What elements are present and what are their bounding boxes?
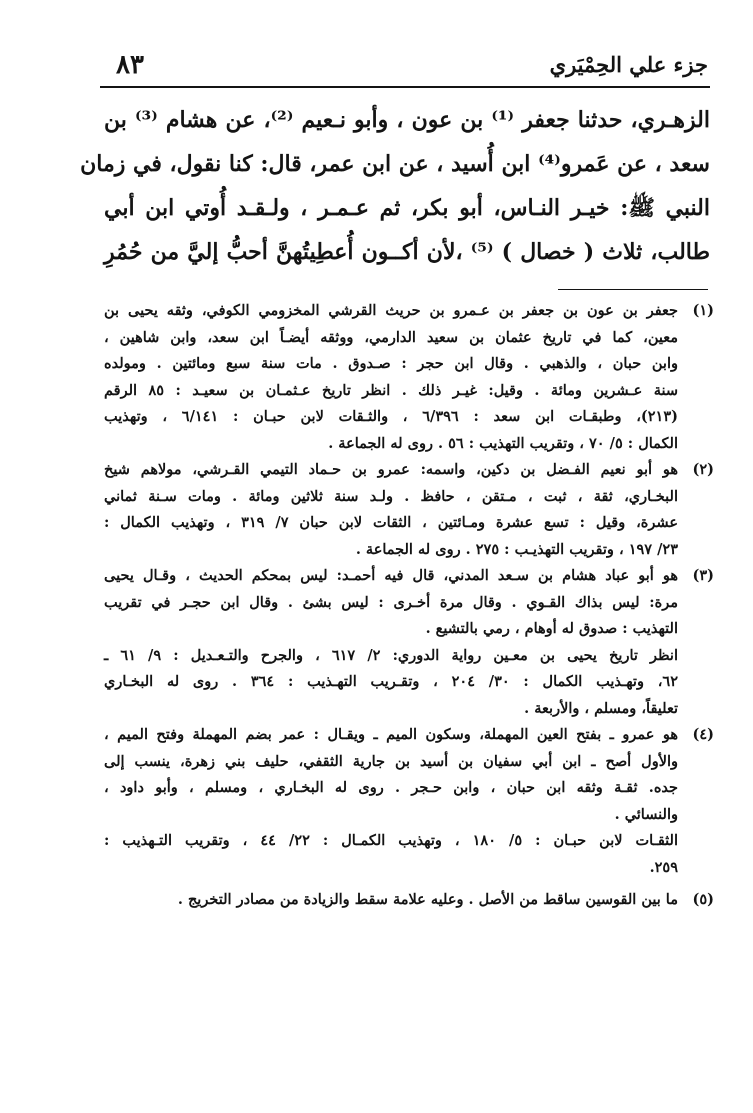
main-text-line: طالب، ثلاث ( خصال ) ⁽⁵⁾ ،لأن أكــون أُعطِيتُهنَّ أحبُّ إليَّ من حُمُرِ xyxy=(104,239,710,265)
footnote-5 xyxy=(104,887,714,914)
footnote-4-references xyxy=(104,828,714,881)
footnote-line: والنسائي . xyxy=(614,805,678,823)
footnote-line: البخـاري، ثقة ، ثبت ، مـتقن ، حافظ . ولـد سنة ثلاثين ومائة . ومات سـنة ثماني xyxy=(104,487,678,505)
book-title: جزء علي الحِمْيَري xyxy=(549,52,708,77)
footnote-line: هو أبو عباد هشام بن سـعد المدني، قال فيه أحمـد: ليس بمحكم الحديث ، وقـال يحيى xyxy=(104,567,678,584)
page-header xyxy=(100,48,708,88)
footnote-line: الثقـات لابن حبـان : ٥/ ١٨٠ ، وتهذيب الكمـال : ٢٢/ ٤٤ ، وتقريب التـهذيب : xyxy=(104,832,678,849)
footnote-line: ٦٢، وتهـذيب الكمال : ٣٠/ ٢٠٤ ، وتقـريب التهـذيب : ٣٦٤ . روى له البخـاري xyxy=(104,673,678,690)
footnote-line: وابن حبان ، والذهبي . وقال ابن حجر : صـدوق . مات سنة سبع ومائتين . ومولده xyxy=(104,355,678,372)
footnote-number: (٤) xyxy=(692,726,714,743)
header-rule xyxy=(100,86,710,88)
footnote-line: ما بين القوسين ساقط من الأصل . وعليه علامة سقط والزيادة من مصادر التخريج . xyxy=(177,891,678,908)
footnote-line: هو أبو نعيم الفـضل بن دكين، واسمه: عمرو بن حـماد التيمي القـرشي، مولاهم شيخ xyxy=(104,461,678,478)
main-text-line: الزهـري، حدثنا جعفر ⁽¹⁾ بن عون ، وأبو نـعيم ⁽²⁾، عن هشام ⁽³⁾ بن xyxy=(104,107,710,133)
footnote-line: انظر تاريخ يحيى بن معـين رواية الدوري: ٢/ ٦١٧ ، والجرح والتـعـديل : ٩/ ٦١ ـ xyxy=(104,646,678,664)
footnote-line: معين، كما في تاريخ عثمان بن سعيد الدارمي، ووثقه أيضـاً ابن سعد، وابن شاهين ، xyxy=(104,328,678,346)
footnote-1 xyxy=(104,298,714,457)
footnote-number: (١) xyxy=(692,302,714,319)
footnote-line: ٢٥٩. xyxy=(649,858,678,876)
footnote-line: (٢١٣)، وطبقـات ابن سعد : ٦/٣٩٦ ، والثـقات لابن حبـان : ٦/١٤١ ، وتهذيب xyxy=(104,408,679,425)
footnote-line: سنة عـشرين ومائة . وقيل: غيـر ذلك . انظر تاريخ عـثمـان بن سعيـد : ٨٥ الرقم xyxy=(104,381,678,399)
footnote-number: (٢) xyxy=(692,461,714,478)
page-number: ٨٣ xyxy=(116,50,144,80)
footnote-line: جعفر بن عون بن جعفر بن عـمرو بن حريث القرشي المخزومي الكوفي، وثقه يحيى بن xyxy=(104,302,678,319)
footnote-line: والأول أصح ـ ابن أبي سفيان بن أسيد بن جارية الثقفي، حليف بني زهرة، ينسب إلى xyxy=(104,752,678,770)
footnote-line: ٢٣/ ١٩٧ ، وتقريب التهذيـب : ٢٧٥ . روى له الجماعة . xyxy=(355,540,678,558)
footnote-3 xyxy=(104,563,714,643)
footnote-number: (٣) xyxy=(692,567,714,584)
main-text xyxy=(80,98,710,274)
footnote-4 xyxy=(104,722,714,828)
footnote-number: (٥) xyxy=(692,891,714,908)
main-text-line: النبي ﷺ: خيـر النـاس، أبو بكر، ثم عـمـر ، ولـقـد أُوتي ابن أبي xyxy=(104,195,710,221)
footnote-line: مرة: ليس بذاك القـوي . وقال مرة أخـرى : ليس بشئ . وقال ابن حجـر في تقريب xyxy=(104,593,678,611)
footnotes xyxy=(104,298,714,914)
main-text-line: سعد ، عن عَمرو⁽⁴⁾ ابن أُسيد ، عن ابن عمر، قال: كنا نقول، في زمان xyxy=(80,151,710,177)
footnote-line: جده. ثقـة وثقه ابن حبان ، وابن حـجر . روى له البخـاري ، ومسلم ، وأبو داود ، xyxy=(104,779,678,796)
footnote-line: هو عمرو ـ بفتح العين المهملة، وسكون الميم ـ ويقـال : عمر بضم المهملة وفتح الميم ، xyxy=(104,726,678,743)
footnote-line: تعليقاً، ومسلم ، والأربعة . xyxy=(524,699,678,717)
footnote-line: الكمال : ٥/ ٧٠ ، وتقريب التهذيب : ٥٦ . روى له الجماعة . xyxy=(328,434,678,452)
footnote-3-references xyxy=(104,643,714,723)
footnote-line: عشرة، وقيل : تسع عشرة ومـائتين ، الثقات لابن حبان ٧/ ٣١٩ ، وتهذيب الكمال : xyxy=(104,514,678,531)
footnote-line: التهذيب : صدوق له أوهام ، رمي بالتشيع . xyxy=(425,620,678,637)
footnote-2 xyxy=(104,457,714,563)
footnote-separator xyxy=(558,289,708,290)
